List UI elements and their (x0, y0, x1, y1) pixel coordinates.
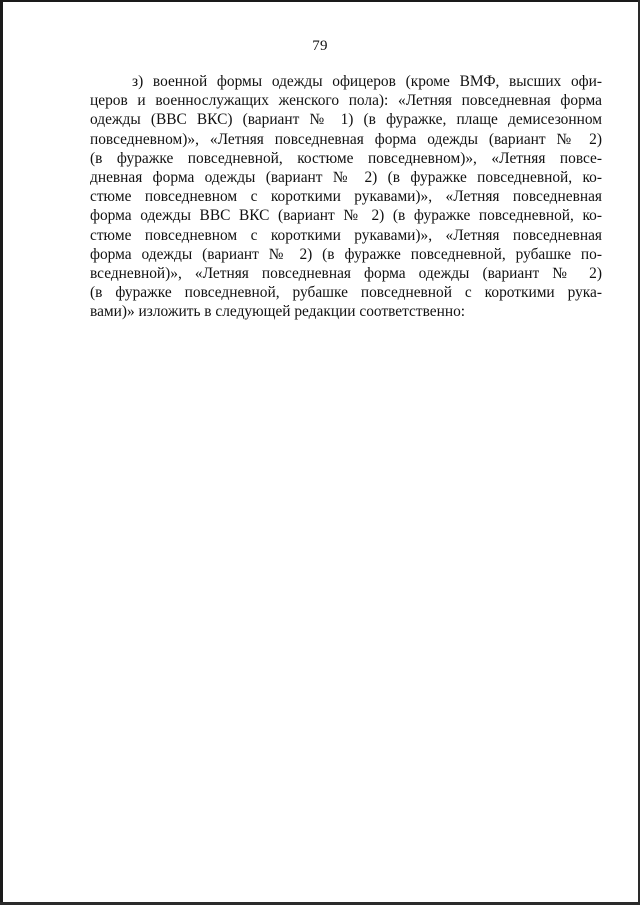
paragraph-line: форма одежды ВВС ВКС (вариант № 2) (в фуражке повседневной, ко- (90, 207, 602, 225)
scan-border-left (0, 0, 3, 905)
paragraph-line: одежды (ВВС ВКС) (вариант № 1) (в фуражке, плаще демисезонном (90, 111, 602, 129)
paragraph-line: стюме повседневном с короткими рукавами)», «Летняя повседневная (90, 226, 602, 244)
paragraph-line: дневная форма одежды (вариант № 2) (в фуражке повседневной, ко- (90, 169, 602, 187)
paragraph-line: церов и военнослужащих женского пола): «Летняя повседневная форма (90, 92, 602, 110)
paragraph-line: стюме повседневном с короткими рукавами)», «Летняя повседневная (90, 188, 602, 206)
paragraph-line: вседневной)», «Летняя повседневная форма одежды (вариант № 2) (90, 265, 602, 283)
paragraph-line: вами)» изложить в следующей редакции соответственно: (90, 303, 466, 321)
page-number: 79 (312, 38, 328, 54)
paragraph-line: з) военной формы одежды офицеров (кроме ВМФ, высших офи- (132, 73, 602, 90)
paragraph-line: (в фуражке повседневной, костюме повседневном)», «Летняя повсе- (90, 149, 602, 167)
paragraph-line: (в фуражке повседневной, рубашке повседневной с короткими рука- (90, 284, 602, 302)
paragraph-line: повседневном)», «Летняя повседневная форма одежды (вариант № 2) (90, 130, 602, 148)
body-paragraph (90, 72, 602, 322)
scan-border-top (0, 0, 640, 2)
paragraph-line: форма одежды (вариант № 2) (в фуражке повседневной, рубашке по- (90, 245, 602, 263)
